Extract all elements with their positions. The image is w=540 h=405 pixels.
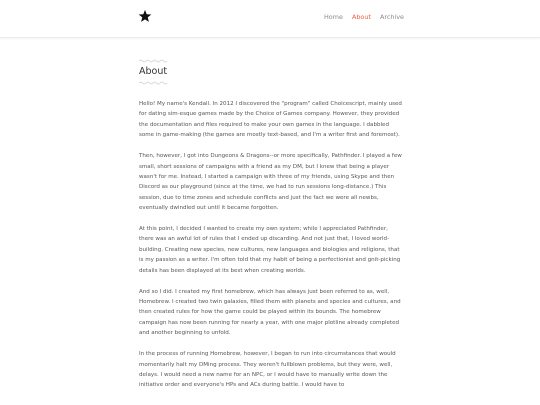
main-nav [0, 13, 540, 25]
paragraph: In the process of running Homebrew, however, I began to run into circumstances that would momentarily halt my DMing process. They weren't fullblown problems, but they were, well, delays. I would need a new name for an NPC, or I would have to manually write down the initiative order and everyone's HPs and ACs during battle. I would have to [139, 351, 396, 389]
nav-about-link[interactable]: About [352, 13, 371, 21]
article-body [139, 99, 403, 391]
paragraph: At this point, I decided I wanted to create my own system; while I appreciated Pathfinder, there was an awful lot of rules that I ended up discarding. And not just that, I loved world-building. Creating new species, new cultures, new languages and biologies and religions, that is my passion as a writer. I'm often told that my habit of being a perfectionist and gnit-picking details has been displayed at its best when creating worlds. [139, 226, 401, 274]
main-content [139, 59, 403, 401]
paragraph: And so I did. I created my first homebrew, which has always just been referred to as, well, Homebrew. I created two twin galaxies, filled them with planets and species and cultures, and then created rules for how the game could be played within its bounds. The homebrew campaign has now been running for nearly a year, with one major plotline already completed and another beginning to unfold. [139, 288, 401, 337]
site-header [0, 0, 540, 38]
nav-archive-link[interactable]: Archive [380, 13, 404, 21]
title-bottom-divider [139, 81, 167, 85]
paragraph: Hello! My name's Kendall. In 2012 I discovered the "program" called Choicescript, mainly used for dating sim-esque games made by the Choice of Games company. However, they provided the documentation and files required to make your own games in the language. I dabbled some in game-making (the games are mostly text-based, and I'm a writer first and foremost). [139, 101, 402, 139]
nav-home-link[interactable]: Home [324, 13, 343, 21]
title-top-divider [139, 59, 167, 63]
page-title: About [139, 66, 168, 77]
paragraph: Then, however, I got into Dungeons & Dragons--or more specifically, Pathfinder. I played a few small, short sessions of campaigns with a friend as my DM, but I knew that being a player wasn't for me. Instead, I started a campaign with three of my friends, using Skype and then Discord as our playground (since at the time, we had to run sessions long-distance.) This session, due to time zones and schedule conflicts and just the fact we were all newbs, eventually dwindled out until it became forgotten. [139, 153, 402, 212]
